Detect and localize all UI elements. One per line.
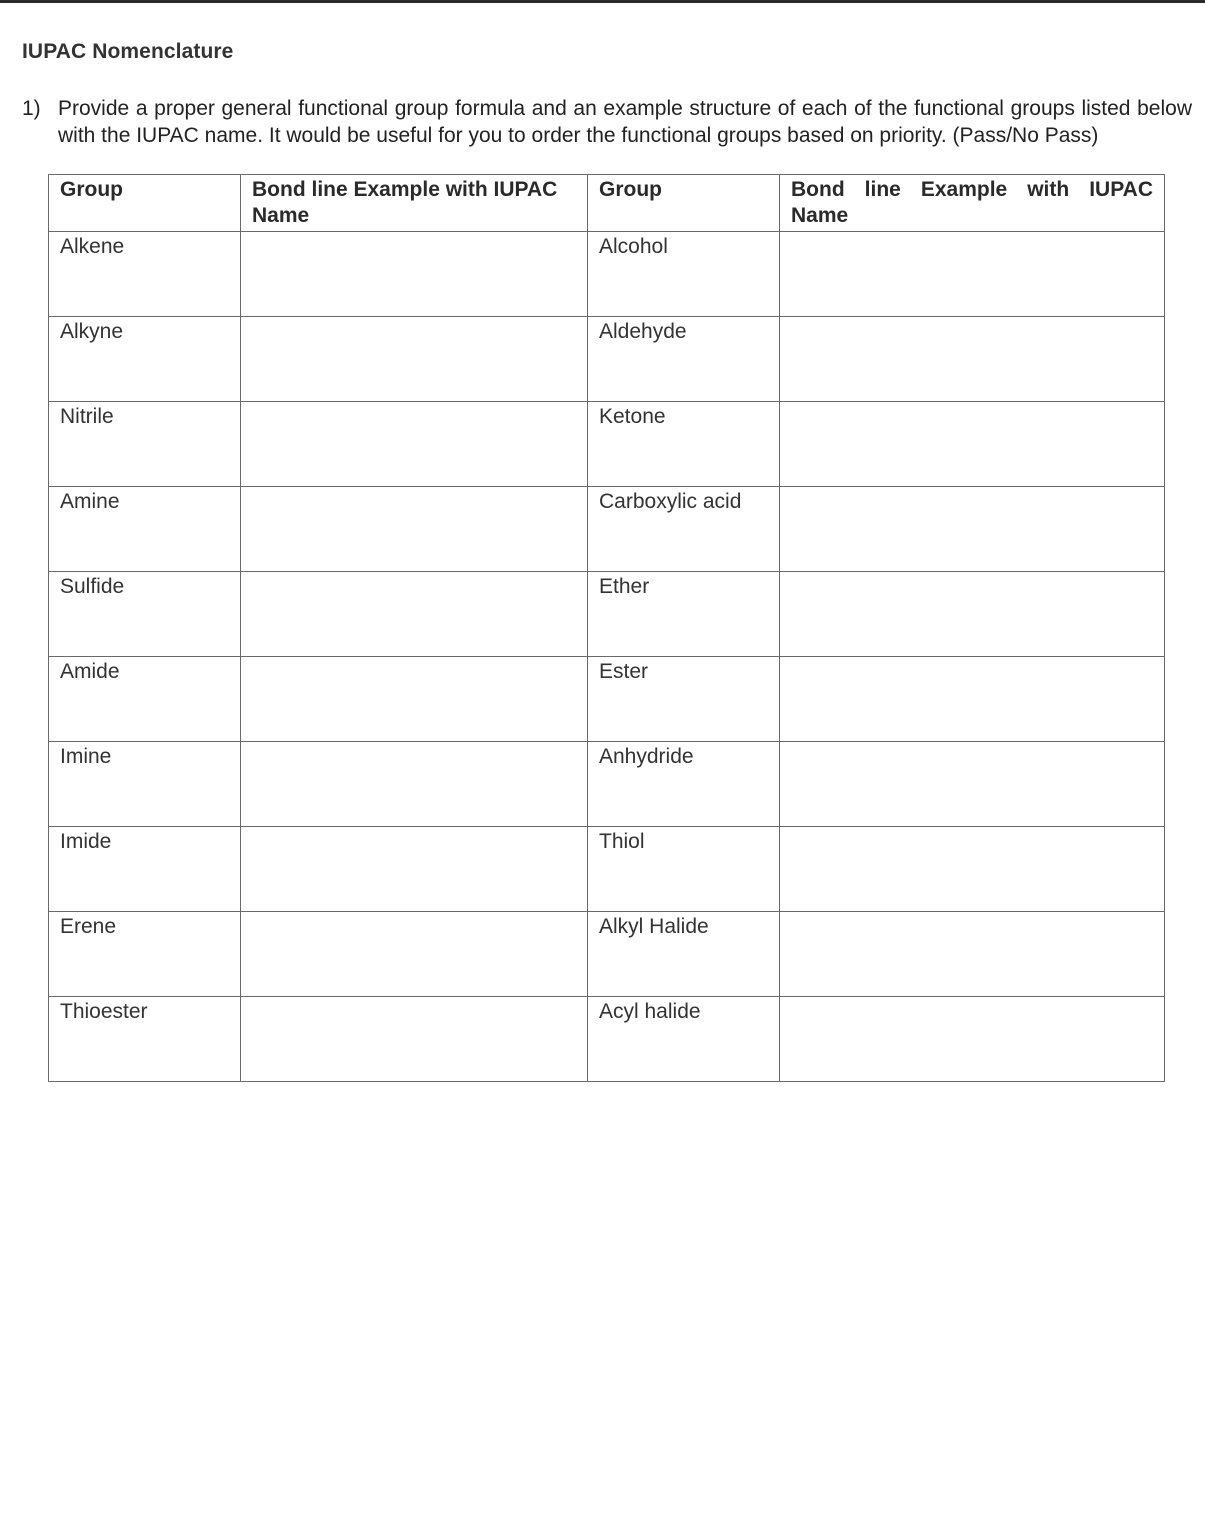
document-title: IUPAC Nomenclature <box>22 40 234 63</box>
right-example-cell[interactable] <box>780 912 1165 997</box>
question-1 <box>22 95 1192 149</box>
table-body <box>49 232 1165 1082</box>
right-group-cell: Alcohol <box>588 232 780 317</box>
left-example-cell[interactable] <box>241 402 588 487</box>
right-group-cell: Alkyl Halide <box>588 912 780 997</box>
left-example-cell[interactable] <box>241 742 588 827</box>
right-example-cell[interactable] <box>780 997 1165 1082</box>
table-row <box>49 232 1165 317</box>
header-group-right: Group <box>588 175 780 232</box>
right-example-cell[interactable] <box>780 232 1165 317</box>
left-group-cell: Sulfide <box>49 572 241 657</box>
right-group-cell: Anhydride <box>588 742 780 827</box>
left-example-cell[interactable] <box>241 487 588 572</box>
top-border-rule <box>0 0 1205 3</box>
right-example-cell[interactable] <box>780 487 1165 572</box>
left-example-cell[interactable] <box>241 997 588 1082</box>
left-group-cell: Imine <box>49 742 241 827</box>
table-row <box>49 827 1165 912</box>
right-group-cell: Ketone <box>588 402 780 487</box>
right-example-cell[interactable] <box>780 402 1165 487</box>
left-example-cell[interactable] <box>241 657 588 742</box>
left-example-cell[interactable] <box>241 827 588 912</box>
right-example-cell[interactable] <box>780 317 1165 402</box>
left-example-cell[interactable] <box>241 317 588 402</box>
left-group-cell: Amine <box>49 487 241 572</box>
table-row <box>49 997 1165 1082</box>
table-row <box>49 317 1165 402</box>
left-group-cell: Erene <box>49 912 241 997</box>
right-group-cell: Carboxylic acid <box>588 487 780 572</box>
header-example-right: Bond line Example with IUPAC Name <box>780 175 1165 232</box>
left-example-cell[interactable] <box>241 912 588 997</box>
table-row <box>49 912 1165 997</box>
table-row <box>49 742 1165 827</box>
right-example-cell[interactable] <box>780 827 1165 912</box>
left-group-cell: Imide <box>49 827 241 912</box>
question-number: 1) <box>22 97 41 120</box>
right-example-cell[interactable] <box>780 657 1165 742</box>
right-group-cell: Acyl halide <box>588 997 780 1082</box>
question-text: Provide a proper general functional group formula and an example structure of each of the functional groups listed below with the IUPAC name. It would be useful for you to order the functional groups based on priority. (Pass/No Pass) <box>58 97 1192 147</box>
right-example-cell[interactable] <box>780 742 1165 827</box>
right-group-cell: Ester <box>588 657 780 742</box>
left-example-cell[interactable] <box>241 572 588 657</box>
left-group-cell: Nitrile <box>49 402 241 487</box>
table-row <box>49 402 1165 487</box>
header-group-left: Group <box>49 175 241 232</box>
right-group-cell: Thiol <box>588 827 780 912</box>
right-group-cell: Aldehyde <box>588 317 780 402</box>
table-row <box>49 657 1165 742</box>
left-group-cell: Alkene <box>49 232 241 317</box>
functional-group-table <box>48 174 1165 1082</box>
left-example-cell[interactable] <box>241 232 588 317</box>
header-example-left: Bond line Example with IUPAC Name <box>241 175 588 232</box>
right-example-cell[interactable] <box>780 572 1165 657</box>
left-group-cell: Alkyne <box>49 317 241 402</box>
right-group-cell: Ether <box>588 572 780 657</box>
table-row <box>49 487 1165 572</box>
table-row <box>49 572 1165 657</box>
left-group-cell: Thioester <box>49 997 241 1082</box>
table-header-row <box>49 175 1165 232</box>
left-group-cell: Amide <box>49 657 241 742</box>
